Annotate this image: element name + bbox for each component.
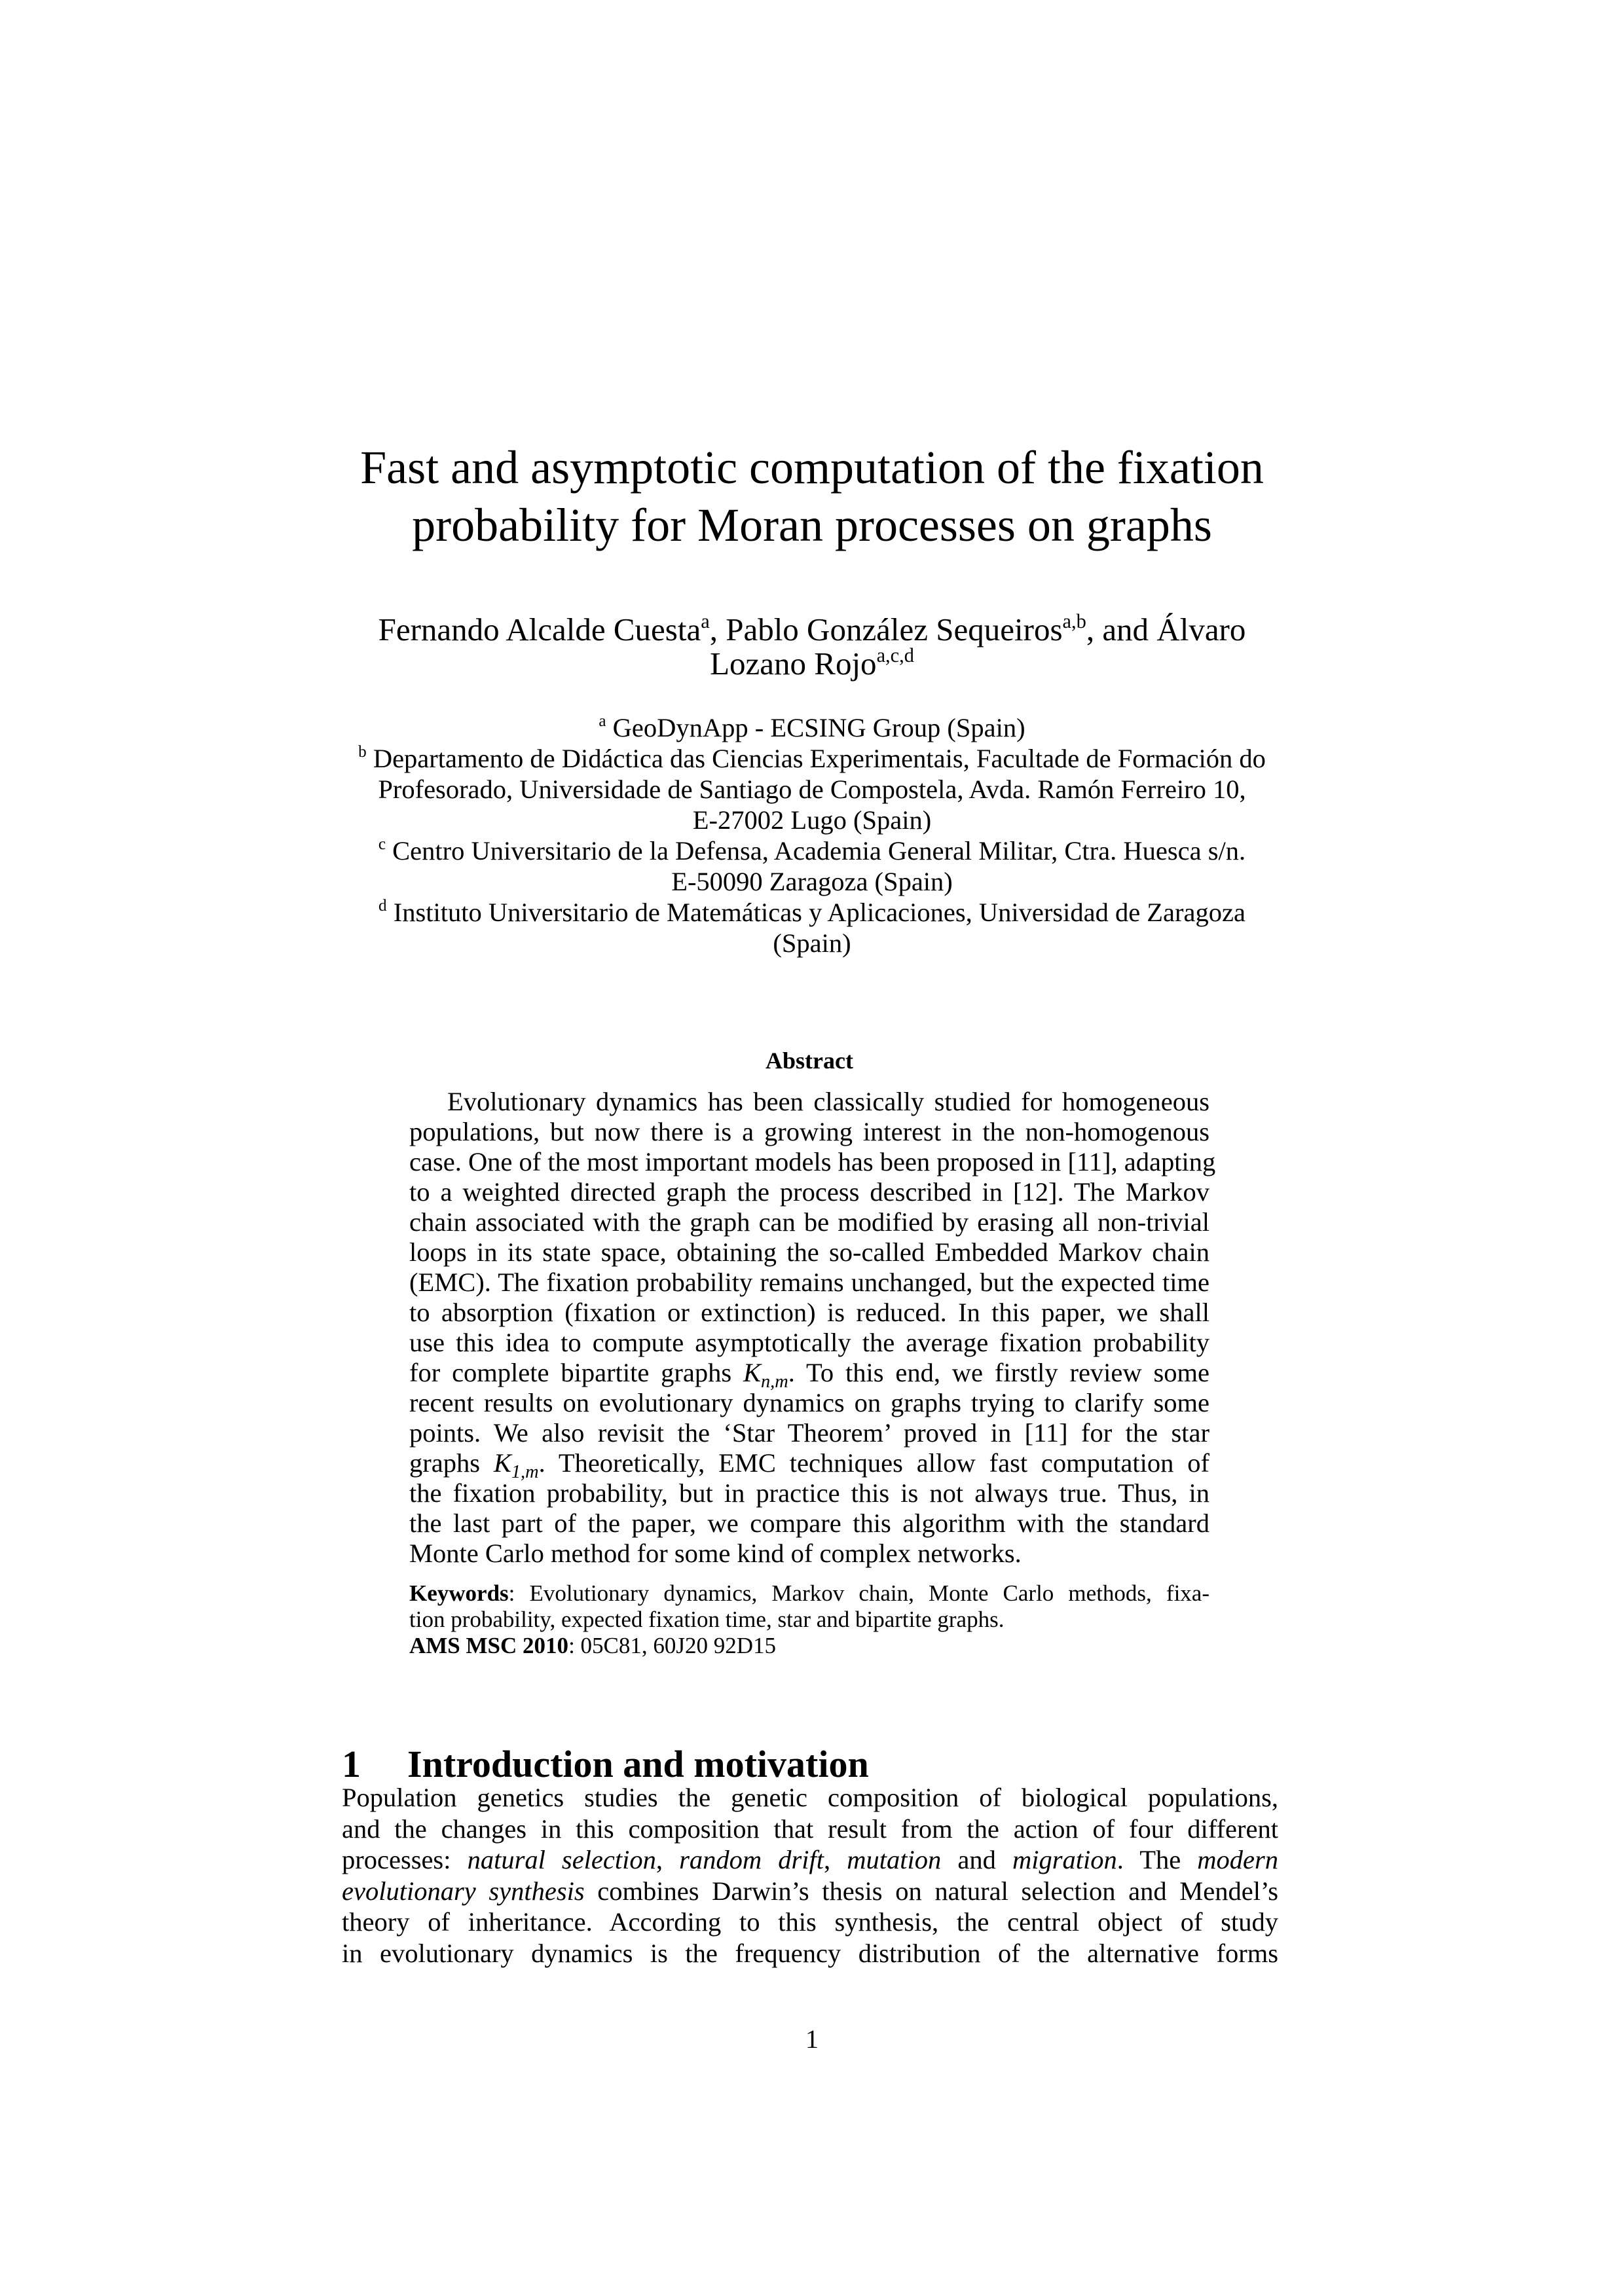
abstract-text: graphs xyxy=(409,1448,494,1478)
body-paragraph xyxy=(342,1782,1278,1969)
emphasis-text: modern xyxy=(1197,1845,1279,1874)
section-title: Introduction and motivation xyxy=(407,1743,869,1786)
body-text: combines Darwin’s thesis on natural selection and Mendel’s xyxy=(584,1876,1278,1906)
keywords-label: Keywords xyxy=(409,1580,509,1606)
author-affiliation-mark: a,c,d xyxy=(876,644,914,667)
abstract-text: . Theoretically, EMC techniques allow fast computation of xyxy=(538,1448,1209,1478)
body-line xyxy=(342,1876,1278,1907)
affiliation-line xyxy=(288,712,1336,743)
keywords-block xyxy=(409,1580,1209,1659)
body-line xyxy=(342,1844,1278,1876)
affiliation-mark: c xyxy=(378,835,386,854)
abstract-line: points. We also revisit the ‘Star Theorem’ proved in [11] for the star xyxy=(409,1418,1209,1448)
author-list xyxy=(288,610,1336,682)
affiliation-text: Departamento de Didáctica das Ciencias Experimentais, Facultade de Formación do xyxy=(373,744,1266,773)
math-subscript: 1,m xyxy=(511,1462,539,1483)
author-separator: , and xyxy=(1086,611,1157,647)
abstract-line xyxy=(409,1358,1209,1393)
emphasis-text: mutation xyxy=(847,1845,942,1874)
author-affiliation-mark: a xyxy=(701,610,710,633)
affiliation-text: Instituto Universitario de Matemáticas y Aplicaciones, Universidad de Zaragoza xyxy=(393,898,1246,927)
keywords-text: : Evolutionary dynamics, Markov chain, Monte Carlo methods, fixa- xyxy=(508,1580,1209,1606)
ams-msc-codes: : 05C81, 60J20 92D15 xyxy=(568,1633,777,1658)
author-name: Álvaro xyxy=(1156,611,1246,647)
affiliation-line xyxy=(288,897,1336,928)
abstract-line: Monte Carlo method for some kind of complex networks. xyxy=(409,1539,1022,1568)
abstract-line: the last part of the paper, we compare this algorithm with the standard xyxy=(409,1508,1209,1538)
abstract-line: (EMC). The fixation probability remains unchanged, but the expected time xyxy=(409,1267,1209,1297)
abstract-line: populations, but now there is a growing interest in the non-homogenous xyxy=(409,1117,1209,1146)
author-affiliation-mark: a,b xyxy=(1062,610,1086,633)
abstract-line: chain associated with the graph can be modified by erasing all non-trivial xyxy=(409,1207,1209,1237)
author-line-1 xyxy=(288,610,1336,647)
abstract-text: . To this end, we firstly review some xyxy=(788,1358,1209,1387)
body-line: Population genetics studies the genetic composition of biological populations, xyxy=(342,1783,1278,1812)
keywords-line: tion probability, expected fixation time, star and bipartite graphs. xyxy=(409,1607,1005,1632)
title-line-1: Fast and asymptotic computation of the fixation xyxy=(360,441,1264,494)
keywords-line xyxy=(409,1580,1209,1607)
body-line: in evolutionary dynamics is the frequency distribution of the alternative forms xyxy=(342,1938,1278,1968)
affiliation-a xyxy=(288,712,1336,743)
abstract-line: to absorption (fixation or extinction) is reduced. In this paper, we shall xyxy=(409,1298,1209,1327)
affiliation-line: Profesorado, Universidade de Santiago de Compostela, Avda. Ramón Ferreiro 10, xyxy=(378,774,1246,804)
affiliation-line xyxy=(288,743,1336,774)
author-name: Pablo González Sequeiros xyxy=(726,611,1063,647)
author-line-2 xyxy=(288,644,1336,682)
section-number: 1 xyxy=(342,1743,361,1786)
author-separator: , xyxy=(709,611,726,647)
body-line: and the changes in this composition that result from the action of four different xyxy=(342,1813,1278,1844)
affiliation-list xyxy=(288,712,1336,958)
affiliation-line: (Spain) xyxy=(773,928,851,958)
ams-msc-label: AMS MSC 2010 xyxy=(409,1633,569,1658)
page-number: 1 xyxy=(805,2024,819,2054)
abstract-heading: Abstract xyxy=(766,1048,853,1074)
paper-title xyxy=(288,439,1336,554)
body-text: and xyxy=(941,1845,1012,1874)
abstract-line xyxy=(409,1448,1209,1483)
emphasis-text: migration xyxy=(1012,1845,1117,1874)
abstract-text: for complete bipartite graphs xyxy=(409,1358,743,1387)
abstract-line: to a weighted directed graph the process described in [12]. The Markov xyxy=(409,1177,1209,1207)
abstract-line: Evolutionary dynamics has been classically studied for homogeneous xyxy=(447,1087,1209,1116)
math-k-1m xyxy=(493,1448,539,1483)
affiliation-c xyxy=(288,835,1336,897)
section-heading xyxy=(342,1743,869,1786)
body-text: , xyxy=(655,1845,680,1874)
abstract-line: loops in its state space, obtaining the so-called Embedded Markov chain xyxy=(409,1237,1209,1267)
abstract-body xyxy=(409,1087,1216,1569)
math-subscript: n,m xyxy=(761,1372,788,1393)
math-k-nm xyxy=(743,1358,788,1393)
affiliation-mark: d xyxy=(378,897,387,915)
affiliation-line: E-27002 Lugo (Spain) xyxy=(692,805,932,835)
body-line: theory of inheritance. According to this synthesis, the central object of study xyxy=(342,1907,1278,1937)
emphasis-text: natural selection xyxy=(467,1845,656,1874)
body-text: processes: xyxy=(342,1845,468,1874)
abstract-line: case. One of the most important models has been proposed in [11], adapting xyxy=(409,1147,1216,1176)
affiliation-text: GeoDynApp - ECSING Group (Spain) xyxy=(612,713,1025,742)
body-text: , xyxy=(824,1845,847,1874)
affiliation-b xyxy=(288,743,1336,835)
abstract-line: the fixation probability, but in practice this is not always true. Thus, in xyxy=(409,1478,1209,1508)
affiliation-line: E-50090 Zaragoza (Spain) xyxy=(671,867,953,896)
affiliation-line xyxy=(288,835,1336,866)
body-text: . The xyxy=(1116,1845,1198,1874)
abstract-line: use this idea to compute asymptotically the average fixation probability xyxy=(409,1328,1209,1357)
affiliation-text: Centro Universitario de la Defensa, Academia General Militar, Ctra. Huesca s/n. xyxy=(392,836,1246,866)
title-line-2: probability for Moran processes on graphs xyxy=(412,499,1212,551)
math-symbol: K xyxy=(743,1358,761,1387)
author-name: Lozano Rojo xyxy=(710,646,877,682)
affiliation-d xyxy=(288,897,1336,958)
emphasis-text: random drift xyxy=(679,1845,824,1874)
math-symbol: K xyxy=(493,1448,511,1478)
abstract-line: recent results on evolutionary dynamics on graphs trying to clarify some xyxy=(409,1388,1209,1417)
ams-msc-line xyxy=(409,1633,1209,1659)
affiliation-mark: a xyxy=(599,712,606,731)
emphasis-text: evolutionary synthesis xyxy=(342,1876,585,1906)
author-name: Fernando Alcalde Cuesta xyxy=(378,611,701,647)
affiliation-mark: b xyxy=(358,743,367,761)
